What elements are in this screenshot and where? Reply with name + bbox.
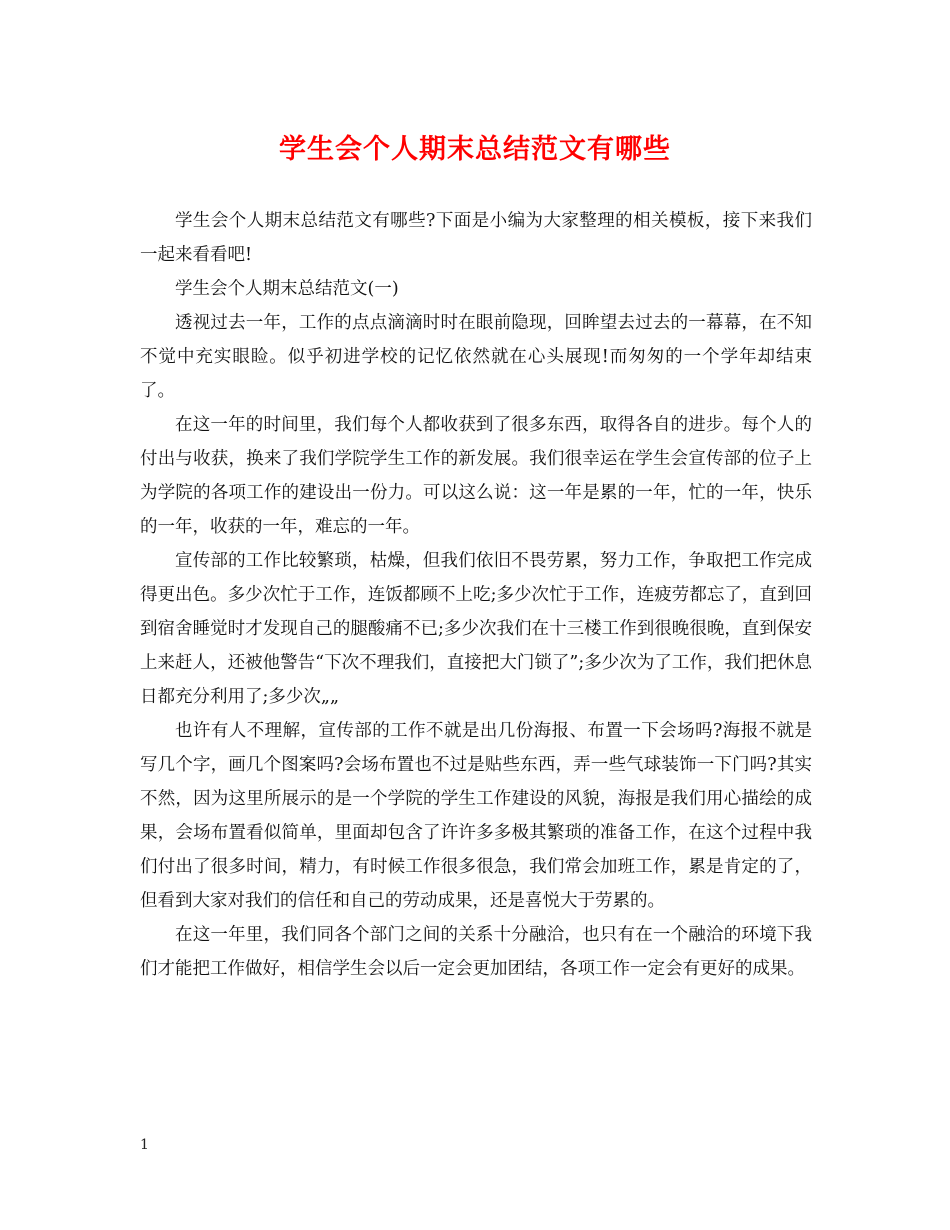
- paragraph-subheading: 学生会个人期末总结范文(一): [175, 279, 399, 299]
- paragraph-2: 在这一年的时间里，我们每个人都收获到了很多东西，取得各自的进步。每个人的付出与收获，换来了我们学院学生工作的新发展。我们很幸运在学生会宣传部的位子上为学院的各项工作的建设出一份力。可以这么说：这一年是累的一年，忙的一年，快乐的一年，收获的一年，难忘的一年。: [140, 415, 812, 537]
- document-title: 学生会个人期末总结范文有哪些: [279, 134, 671, 165]
- paragraph-intro: 学生会个人期末总结范文有哪些?下面是小编为大家整理的相关模板，接下来我们一起来看看吧!: [140, 211, 812, 265]
- paragraph-1: 透视过去一年，工作的点点滴滴时时在眼前隐现，回眸望去过去的一幕幕，在不知不觉中充实眼睑。似乎初进学校的记忆依然就在心头展现!而匆匆的一个学年却结束了。: [140, 313, 812, 401]
- paragraph-5: 在这一年里，我们同各个部门之间的关系十分融洽，也只有在一个融洽的环境下我们才能把工作做好，相信学生会以后一定会更加团结，各项工作一定会有更好的成果。: [140, 925, 812, 979]
- page-number: 1: [140, 1137, 149, 1153]
- paragraph-3: 宣传部的工作比较繁琐，枯燥，但我们依旧不畏劳累，努力工作，争取把工作完成得更出色。多少次忙于工作，连饭都顾不上吃;多少次忙于工作，连疲劳都忘了，直到回到宿舍睡觉时才发现自己的腿酸痛不已;多少次我们在十三楼工作到很晚很晚，直到保安上来赶人，还被他警告“下次不理我们，直接把大门锁了”;多少次为了工作，我们把休息日都充分利用了;多少次„„: [140, 551, 812, 707]
- document-body: [140, 204, 812, 986]
- paragraph-4: 也许有人不理解，宣传部的工作不就是出几份海报、布置一下会场吗?海报不就是写几个字，画几个图案吗?会场布置也不过是贴些东西，弄一些气球装饰一下门吗?其实不然，因为这里所展示的是一个学院的学生工作建设的风貌，海报是我们用心描绘的成果，会场布置看似简单，里面却包含了许许多多极其繁琐的准备工作，在这个过程中我们付出了很多时间，精力，有时候工作很多很急，我们常会加班工作，累是肯定的了，但看到大家对我们的信任和自己的劳动成果，还是喜悦大于劳累的。: [140, 721, 812, 911]
